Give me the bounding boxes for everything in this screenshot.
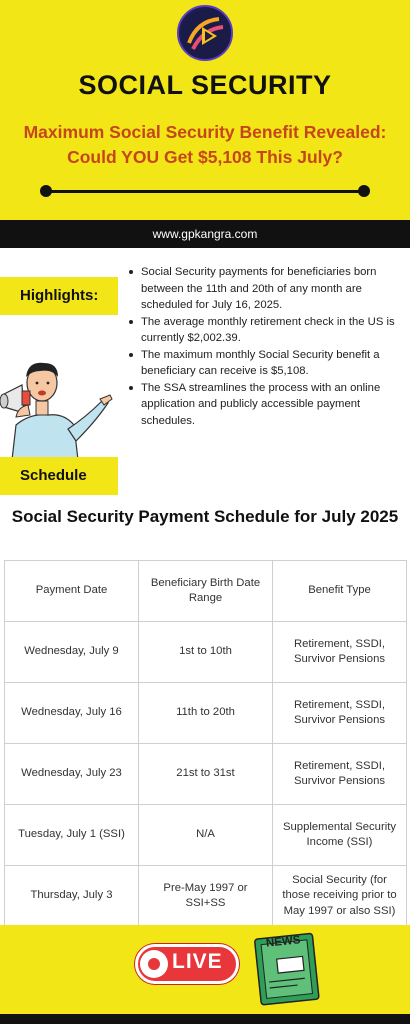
table-cell: 11th to 20th xyxy=(139,683,273,744)
table-cell: Wednesday, July 16 xyxy=(5,683,139,744)
live-label[interactable]: LIVE xyxy=(172,950,223,973)
table-cell: Retirement, SSDI, Survivor Pensions xyxy=(273,744,407,805)
column-header: Benefit Type xyxy=(273,561,407,622)
table-row xyxy=(5,744,407,805)
table-cell: Wednesday, July 23 xyxy=(5,744,139,805)
highlights-list xyxy=(128,264,402,429)
table-cell: Social Security (for those receiving prior to May 1997 or also SSI) xyxy=(273,866,407,927)
table-row xyxy=(5,622,407,683)
table-header-row xyxy=(5,561,407,622)
highlight-item: The average monthly retirement check in the US is currently $2,002.39. xyxy=(128,314,402,347)
table-cell: Pre-May 1997 or SSI+SS xyxy=(139,866,273,927)
highlight-item: Social Security payments for beneficiaries born between the 11th and 20th of any month are scheduled for July 16, 2025. xyxy=(128,264,402,314)
news-label: NEWS xyxy=(265,934,302,950)
table-cell: Thursday, July 3 xyxy=(5,866,139,927)
table-cell: Wednesday, July 9 xyxy=(5,622,139,683)
table-cell: Tuesday, July 1 (SSI) xyxy=(5,805,139,866)
divider-dot-right xyxy=(358,185,370,197)
table-row xyxy=(5,805,407,866)
table-cell: 1st to 10th xyxy=(139,622,273,683)
man-with-megaphone-illustration xyxy=(0,355,118,460)
highlight-item: The maximum monthly Social Security benefit a beneficiary can receive is $5,108. xyxy=(128,347,402,380)
column-header: Payment Date xyxy=(5,561,139,622)
divider-line xyxy=(46,190,364,193)
divider-dot-left xyxy=(40,185,52,197)
column-header: Beneficiary Birth Date Range xyxy=(139,561,273,622)
brand-title: SOCIAL SECURITY xyxy=(78,70,332,100)
table-row xyxy=(5,683,407,744)
table-cell: 21st to 31st xyxy=(139,744,273,805)
live-indicator-dot xyxy=(148,958,160,970)
table-row xyxy=(5,866,407,927)
schedule-label: Schedule xyxy=(0,457,118,495)
highlights-label: Highlights: xyxy=(0,277,118,315)
table-cell: Retirement, SSDI, Survivor Pensions xyxy=(273,683,407,744)
payment-schedule-table xyxy=(4,560,407,927)
site-url-text[interactable]: www.gpkangra.com xyxy=(152,227,258,241)
table-title: Social Security Payment Schedule for July 2025 xyxy=(11,507,399,526)
play-button-logo-icon[interactable] xyxy=(177,5,233,61)
table-cell: Supplemental Security Income (SSI) xyxy=(273,805,407,866)
headline: Maximum Social Security Benefit Revealed: Could YOU Get $5,108 This July? xyxy=(23,122,387,167)
table-cell: Retirement, SSDI, Survivor Pensions xyxy=(273,622,407,683)
highlight-item: The SSA streamlines the process with an online application and publicly accessible payment schedules. xyxy=(128,380,402,430)
table-cell: N/A xyxy=(139,805,273,866)
site-url-bar[interactable] xyxy=(0,220,410,248)
footer-bar xyxy=(0,1014,410,1024)
